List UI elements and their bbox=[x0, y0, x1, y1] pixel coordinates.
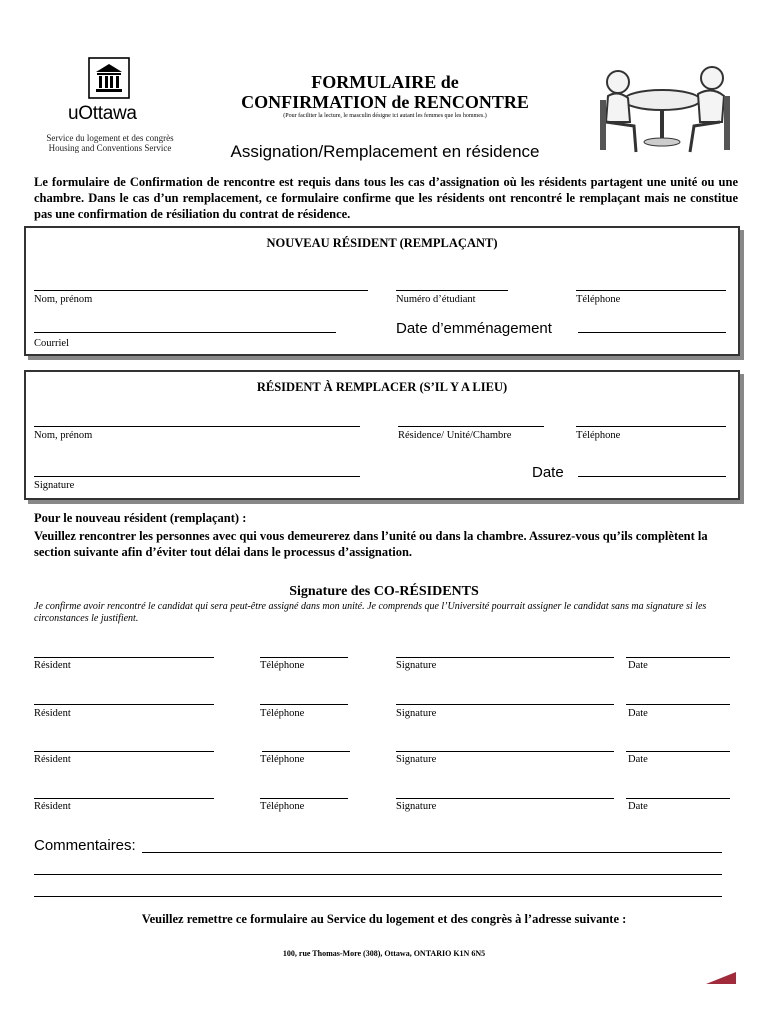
comments-line-1[interactable] bbox=[142, 852, 722, 853]
new-resident-phone-field[interactable] bbox=[576, 290, 726, 291]
co-resident-1-signature-field[interactable] bbox=[396, 657, 614, 658]
co-resident-1-label: Résident bbox=[34, 660, 71, 671]
page-title: FORMULAIRE de CONFIRMATION de RENCONTRE bbox=[241, 72, 529, 112]
co-resident-4-date-field[interactable] bbox=[626, 798, 730, 799]
co-resident-4-signature-field[interactable] bbox=[396, 798, 614, 799]
signature-label: Signature bbox=[34, 480, 75, 491]
new-resident-name-field[interactable] bbox=[34, 290, 368, 291]
co-resident-1-date-field[interactable] bbox=[626, 657, 730, 658]
comments-label: Commentaires: bbox=[34, 837, 136, 854]
co-resident-2-name-field[interactable] bbox=[34, 704, 214, 705]
return-instruction: Veuillez remettre ce formulaire au Service du logement et des congrès à l’adresse suivante : bbox=[141, 912, 627, 926]
instructions-heading: Pour le nouveau résident (remplaçant) : bbox=[34, 511, 247, 525]
co-resident-3-signature-label: Signature bbox=[396, 754, 437, 765]
unit-field[interactable] bbox=[398, 426, 544, 427]
co-residents-note: Je confirme avoir rencontré le candidat qui sera peut-être assigné dans mon unité. Je comprends que l’Université pourrait assigner le candidat sans ma signature si les circonstances le justifient. bbox=[34, 601, 707, 624]
unit-label: Résidence/ Unité/Chambre bbox=[398, 430, 512, 441]
replaced-resident-title: RÉSIDENT À REMPLACER (S’IL Y A LIEU) bbox=[256, 380, 508, 394]
logo-wordmark: uOttawa bbox=[68, 103, 137, 124]
building-icon bbox=[88, 57, 130, 99]
co-resident-3-date-label: Date bbox=[628, 754, 648, 765]
email-field[interactable] bbox=[34, 332, 336, 333]
date-label: Date bbox=[532, 464, 564, 481]
comments-line-2[interactable] bbox=[34, 874, 722, 875]
co-residents-title: Signature des CO-RÉSIDENTS bbox=[289, 584, 479, 599]
replaced-resident-section bbox=[24, 370, 740, 500]
co-resident-2-signature-field[interactable] bbox=[396, 704, 614, 705]
co-resident-2-label: Résident bbox=[34, 708, 71, 719]
co-resident-3-phone-field[interactable] bbox=[262, 751, 350, 752]
co-resident-1-signature-label: Signature bbox=[396, 660, 437, 671]
co-resident-3-date-field[interactable] bbox=[626, 751, 730, 752]
signature-field[interactable] bbox=[34, 476, 360, 477]
email-label: Courriel bbox=[34, 338, 69, 349]
co-resident-3-phone-label: Téléphone bbox=[260, 754, 305, 765]
co-resident-1-phone-label: Téléphone bbox=[260, 660, 305, 671]
intro-paragraph: Le formulaire de Confirmation de rencontre est requis dans tous les cas d’assignation où les résidents partagent une unité ou une chambre. Dans le cas d’un remplacement, ce formulaire confirme que les résidents ont rencontré le remplaçant mais ne constitue pas une confirmation de résiliation du contrat de résidence. bbox=[34, 175, 738, 221]
page-subtitle: Assignation/Remplacement en résidence bbox=[230, 142, 540, 161]
co-resident-1-date-label: Date bbox=[628, 660, 648, 671]
co-resident-1-phone-field[interactable] bbox=[260, 657, 348, 658]
co-resident-4-label: Résident bbox=[34, 801, 71, 812]
co-resident-4-phone-label: Téléphone bbox=[260, 801, 305, 812]
co-resident-3-label: Résident bbox=[34, 754, 71, 765]
co-resident-2-phone-label: Téléphone bbox=[260, 708, 305, 719]
replaced-resident-phone-field[interactable] bbox=[576, 426, 726, 427]
corner-accent bbox=[706, 972, 736, 984]
replaced-phone-label: Téléphone bbox=[576, 430, 621, 441]
return-address: 100, rue Thomas-More (308), Ottawa, ONTARIO K1N 6N5 bbox=[282, 949, 486, 958]
logo-service: Service du logement et des congrès Housing and Conventions Service bbox=[46, 133, 174, 153]
name-label: Nom, prénom bbox=[34, 294, 93, 305]
co-resident-4-date-label: Date bbox=[628, 801, 648, 812]
co-resident-1-name-field[interactable] bbox=[34, 657, 214, 658]
student-number-label: Numéro d’étudiant bbox=[396, 294, 476, 305]
date-field[interactable] bbox=[578, 476, 726, 477]
move-in-date-label: Date d’emménagement bbox=[396, 320, 552, 337]
co-resident-4-phone-field[interactable] bbox=[260, 798, 348, 799]
co-resident-3-name-field[interactable] bbox=[34, 751, 214, 752]
co-resident-4-name-field[interactable] bbox=[34, 798, 214, 799]
phone-label: Téléphone bbox=[576, 294, 621, 305]
co-resident-3-signature-field[interactable] bbox=[396, 751, 614, 752]
co-resident-2-phone-field[interactable] bbox=[260, 704, 348, 705]
co-resident-2-signature-label: Signature bbox=[396, 708, 437, 719]
new-resident-title: NOUVEAU RÉSIDENT (REMPLAÇANT) bbox=[266, 236, 498, 250]
new-resident-section bbox=[24, 226, 740, 356]
co-resident-2-date-label: Date bbox=[628, 708, 648, 719]
replaced-name-label: Nom, prénom bbox=[34, 430, 93, 441]
instructions-body: Veuillez rencontrer les personnes avec qui vous demeurerez dans l’unité ou dans la chambre. Assurez-vous qu’ils complètent la section suivante afin d’éviter tout délai dans le processus d’assignation. bbox=[34, 529, 708, 559]
co-resident-2-date-field[interactable] bbox=[626, 704, 730, 705]
title-note: (Pour faciliter la lecture, le masculin désigne ici autant les femmes que les hommes.) bbox=[283, 113, 487, 119]
replaced-resident-name-field[interactable] bbox=[34, 426, 360, 427]
comments-line-3[interactable] bbox=[34, 896, 722, 897]
move-in-date-field[interactable] bbox=[578, 332, 726, 333]
meeting-illustration-icon bbox=[590, 60, 740, 160]
co-resident-4-signature-label: Signature bbox=[396, 801, 437, 812]
uottawa-logo bbox=[30, 55, 190, 155]
student-number-field[interactable] bbox=[396, 290, 508, 291]
